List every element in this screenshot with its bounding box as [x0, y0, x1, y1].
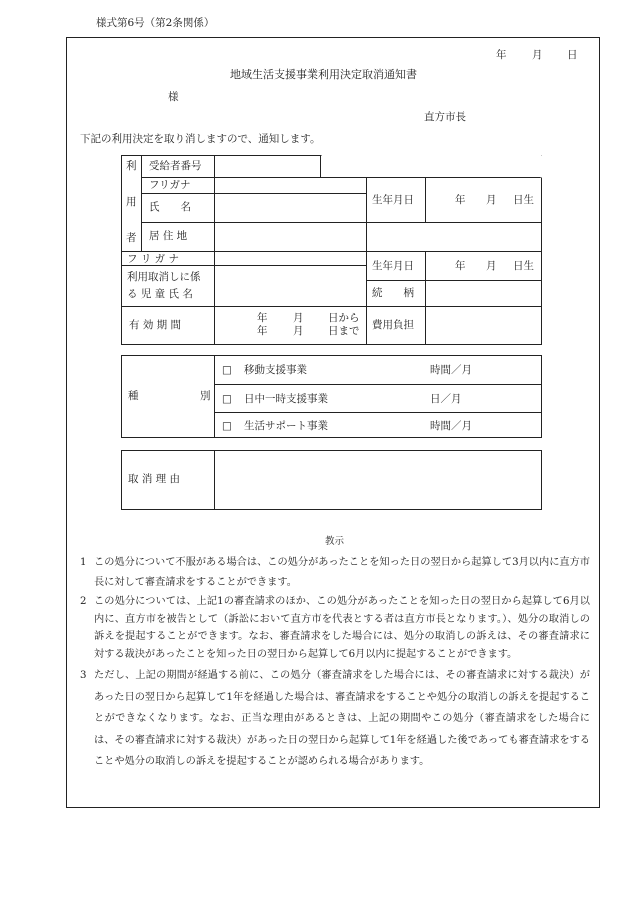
service-1-name: 移動支援事業: [244, 364, 307, 376]
instruction-item-1: [80, 553, 590, 593]
birthdate-month: 月: [486, 194, 497, 206]
user-group-char-1: 利: [126, 160, 137, 172]
service-3-unit: 時間／月: [430, 420, 472, 432]
validity-from-month: 月: [293, 312, 304, 324]
instruction-number: 1: [80, 557, 87, 568]
recipient-suffix: 様: [168, 91, 179, 103]
relationship-label: 続 柄: [372, 287, 414, 299]
validity-to-month: 月: [293, 325, 304, 337]
child-label-line2: る 児 童 氏 名: [127, 288, 193, 300]
date-year: 年: [496, 49, 507, 61]
document-title: 地域生活支援事業利用決定取消通知書: [230, 68, 417, 81]
instruction-item-3: [80, 665, 590, 773]
furigana-label: フリガナ: [149, 179, 191, 191]
instruction-number: 3: [80, 670, 87, 681]
type-label-left: 種: [128, 390, 139, 402]
validity-from-day: 日から: [328, 312, 360, 324]
child-birthdate-year: 年: [455, 260, 466, 272]
instructions-heading: 教示: [325, 536, 345, 547]
user-group-char-3: 者: [126, 232, 137, 244]
reason-label: 取 消 理 由: [128, 473, 181, 485]
instruction-text: この処分について不服がある場合は、この処分があったことを知った日の翌日から起算して3月以内に直方市長に対して審査請求をすることができます。: [94, 557, 590, 588]
instruction-text: この処分については、上記1の審査請求のほか、この処分があったことを知った日の翌日から起算して6月以内に、直方市を被告として（訴訟において直方市を代表とする者は直方市長となります。）、処分の取消しの訴えを提起することができます。なお、審査請求をした場合には、処分の取消しの訴えは、その審査請求に対する裁決があったことを知った日の翌日から起算して6月以内に提起することができます。: [94, 596, 590, 660]
intro-text: 下記の利用決定を取り消しますので、通知します。: [80, 133, 321, 145]
child-furigana-label: フ リ ガ ナ: [127, 253, 180, 265]
name-label: 氏 名: [149, 201, 191, 213]
birthdate-label: 生年月日: [372, 194, 414, 206]
instruction-item-2: [80, 593, 590, 663]
service-1-checkbox[interactable]: □: [222, 364, 232, 376]
type-label-right: 別: [200, 390, 211, 402]
service-3-checkbox[interactable]: □: [222, 420, 232, 432]
child-birthdate-day: 日生: [513, 260, 534, 272]
child-label-line1: 利用取消しに係: [127, 271, 201, 283]
validity-to-day: 日まで: [328, 325, 360, 337]
date-day: 日: [567, 49, 578, 61]
instruction-text: ただし、上記の期間が経過する前に、この処分（審査請求をした場合には、その審査請求に対する裁決）があった日の翌日から起算して1年を経過した場合は、審査請求をすることや処分の取消しの訴えを提起することができなくなります。なお、正当な理由があるときは、上記の期間やこの処分（審査請求をした場合には、その審査請求に対する裁決）があった日の翌日から起算して1年を経過した後であっても審査請求をすることや処分の取消しの訴えを提起することが認められる場合があります。: [94, 670, 590, 767]
instruction-number: 2: [80, 596, 87, 607]
service-1-unit: 時間／月: [430, 364, 472, 376]
service-2-checkbox[interactable]: □: [222, 393, 232, 405]
service-2-unit: 日／月: [430, 393, 462, 405]
cost-label: 費用負担: [372, 319, 414, 331]
recipient-number-label: 受給者番号: [149, 160, 202, 172]
validity-from-year: 年: [257, 312, 268, 324]
address-label: 居 住 地: [149, 230, 188, 242]
instructions-list: [80, 553, 590, 773]
form-number: 様式第6号（第2条関係）: [96, 17, 215, 29]
child-birthdate-label: 生年月日: [372, 260, 414, 272]
service-2-name: 日中一時支援事業: [244, 393, 328, 405]
birthdate-day: 日生: [513, 194, 534, 206]
validity-label: 有 効 期 間: [129, 319, 182, 331]
child-birthdate-month: 月: [486, 260, 497, 272]
service-3-name: 生活サポート事業: [244, 420, 328, 432]
user-group-char-2: 用: [126, 196, 137, 208]
date-month: 月: [532, 49, 543, 61]
birthdate-year: 年: [455, 194, 466, 206]
issuer: 直方市長: [424, 111, 466, 123]
validity-to-year: 年: [257, 325, 268, 337]
